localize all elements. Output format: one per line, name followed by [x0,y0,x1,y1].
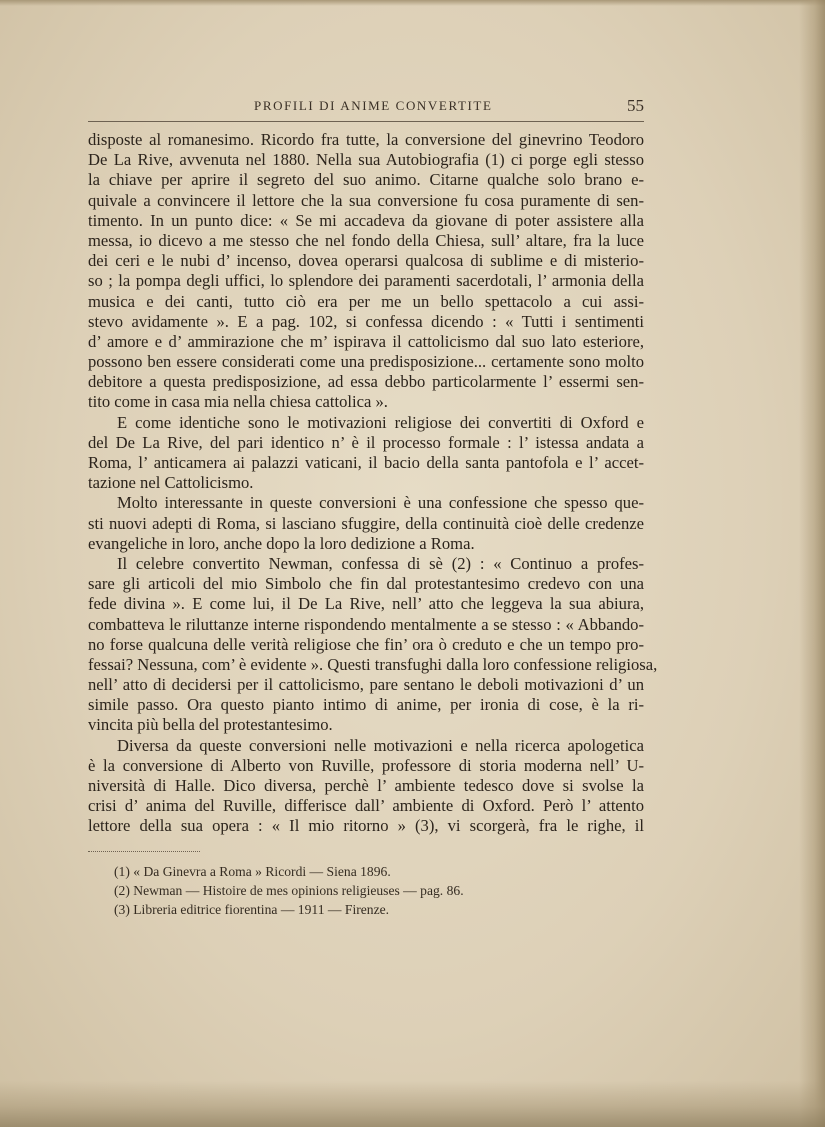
body-line: so ; la pompa degli uffici, lo splendore dei paramenti sacerdotali, l’ armonia della [88,271,644,291]
footnotes [114,862,634,919]
body-line: vincita più bella del protestantesimo. [88,715,333,735]
body-line: fessai? Nessuna, com’ è evidente ». Questi transfughi dalla loro confessione religiosa, [88,654,658,674]
page-right-edge [799,0,825,1127]
body-line: combatteva le riluttanze interne rispondendo mentalmente a se stesso : « Abbando- [88,614,644,634]
body-line: crisi d’ anima del Ruville, differisce dall’ ambiente di Oxford. Però l’ attento [88,796,644,816]
body-line: evangeliche in loro, anche dopo la loro dedizione a Roma. [88,533,475,553]
body-line: del De La Rive, del pari identico n’ è il processo formale : l’ istessa andata a [88,432,644,452]
running-title: PROFILI DI ANIME CONVERTITE [254,98,493,113]
paragraph-start-line: Molto interessante in queste conversioni è una confessione che spesso que- [117,493,644,513]
body-line: quivale a convincere il lettore che la sua conversione fu cosa puramente di sen- [88,190,644,210]
body-line: stevo avidamente ». E a pag. 102, si confessa dicendo : « Tutti i sentimenti [88,311,644,331]
body-line: sti nuovi adepti di Roma, si lasciano sfuggire, della continuità cioè delle credenze [88,513,644,533]
page-bottom-edge [0,1081,825,1127]
footnote-1: (1) « Da Ginevra a Roma » Ricordi — Siena 1896. [114,864,391,879]
body-line: Roma, l’ anticamera ai palazzi vaticani, il bacio della santa pantofola e l’ accet- [88,453,644,472]
body-line: disposte al romanesimo. Ricordo fra tutte, la conversione del ginevrino Teodoro [88,130,644,149]
body-line: debitore a questa predisposizione, ad essa debbo particolarmente l’ essermi sen- [88,372,644,392]
page-number: 55 [627,96,644,115]
body-line: tazione nel Cattolicismo. [88,473,254,493]
body-line: è la conversione di Alberto von Ruville, professore di storia moderna nell’ U- [88,755,644,775]
body-line: De La Rive, avvenuta nel 1880. Nella sua Autobiografia (1) ci porge egli stesso [88,150,644,170]
paragraph-start-line: E come identiche sono le motivazioni religiose dei convertiti di Oxford e [117,412,644,432]
paragraph-start-line: Il celebre convertito Newman, confessa di sè (2) : « Continuo a profes- [117,553,644,573]
header-rule [88,121,644,122]
body-line: messa, io dicevo a me stesso che nel fondo della Chiesa, sull’ altare, fra la luce [88,230,644,250]
body-line: niversità di Halle. Dico diversa, perchè l’ ambiente tedesco dove si svolse la [88,776,644,795]
footnote-2: (2) Newman — Histoire de mes opinions religieuses — pag. 86. [114,883,464,898]
page-top-edge [0,0,825,6]
body-line: sare gli articoli del mio Simbolo che fin dal protestantesimo credevo con una [88,574,644,594]
body-text [88,130,658,837]
body-line: lettore della sua opera : « Il mio ritorno » (3), vi scorgerà, fra le righe, il [88,816,644,836]
body-line: simile passo. Ora questo pianto intimo di anime, per ironia di cose, è la ri- [88,695,644,715]
body-line: tito come in casa mia nella chiesa cattolica ». [88,392,388,412]
footnote-rule [88,851,200,852]
body-line: timento. In un punto dice: « Se mi accadeva da giovane di poter assistere alla [88,210,644,230]
body-line: nell’ atto di decidersi per il cattolicismo, pare sentano le deboli motivazioni d’ un [88,675,644,695]
paragraph-start-line: Diversa da queste conversioni nelle motivazioni e nella ricerca apologetica [117,735,644,755]
body-line: possono ben essere considerati come una predisposizione... certamente sono molto [88,352,644,372]
running-head [88,96,644,120]
body-line: no forse qualcuna delle verità religiose che fin’ ora ò creduto e che un tempo pro- [88,634,644,654]
body-line: fede divina ». E come lui, il De La Rive, nell’ atto che leggeva la sua abiura, [88,594,644,614]
body-line: musica e dei canti, tutto ciò era per me un bello spettacolo a cui assi- [88,291,644,311]
body-line: d’ amore e d’ ammirazione che m’ ispirava il cattolicismo dal suo lato esteriore, [88,331,644,351]
body-line: dei ceri e le nubi d’ incenso, dovea operarsi qualcosa di sublime e di misterio- [88,251,644,271]
body-line: la chiave per aprire il segreto del suo animo. Citarne qualche solo brano e- [88,170,644,190]
footnote-3: (3) Libreria editrice fiorentina — 1911 — Firenze. [114,902,390,917]
